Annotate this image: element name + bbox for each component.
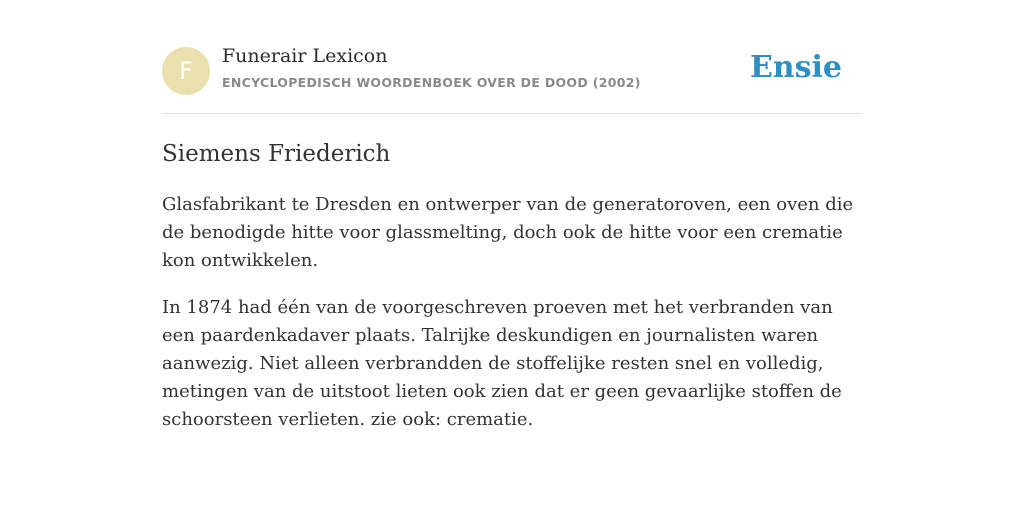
header xyxy=(162,0,862,114)
source-avatar[interactable]: F xyxy=(162,47,210,95)
entry-paragraph: Glasfabrikant te Dresden en ontwerper van de generatoroven, een oven die de benodigde hitte voor glassmelting, doch ook de hitte voor een crematie kon ontwikkelen. xyxy=(162,194,854,271)
page xyxy=(162,0,862,434)
entry-title: Siemens Friederich xyxy=(162,141,391,167)
source-subtitle: ENCYCLOPEDISCH WOORDENBOEK OVER DE DOOD (2002) xyxy=(222,75,641,90)
entry-body xyxy=(162,191,862,434)
source-title[interactable]: Funerair Lexicon xyxy=(222,45,388,67)
brand-logo[interactable]: Ensie xyxy=(749,50,842,85)
entry-paragraph: In 1874 had één van de voorgeschreven proeven met het verbranden van een paardenkadaver plaats. Talrijke deskundigen en journalisten waren aanwezig. Niet alleen verbrandden de stoffelijke resten snel en volledig, metingen van de uitstoot lieten ook zien dat er geen gevaarlijke stoffen de schoorsteen verlieten. zie ook: crematie. xyxy=(162,297,842,430)
